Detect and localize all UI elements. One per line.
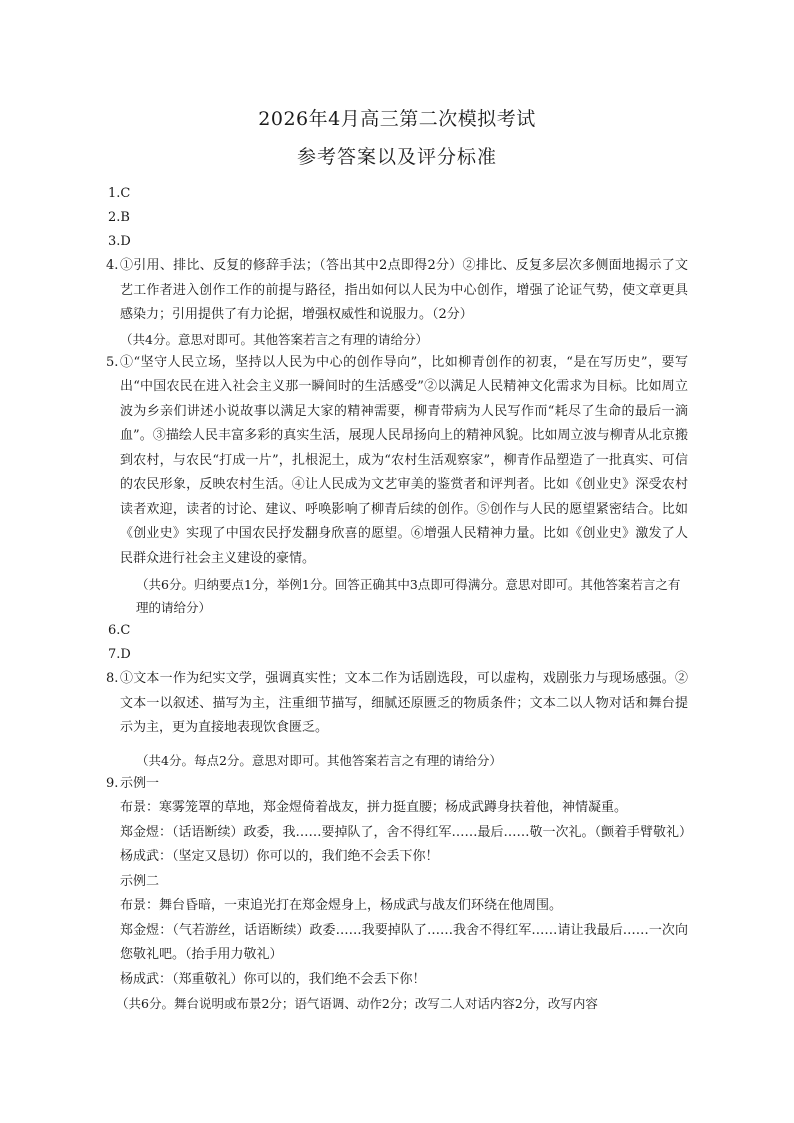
answer-3: 3.D bbox=[108, 234, 131, 249]
question-9-scoring-note: （共6分。舞台说明或布景2分；语气语调、动作2分；改写二人对话内容2分，改写内容 bbox=[116, 996, 598, 1011]
answer-key-body bbox=[106, 182, 693, 1015]
example-2-label: 示例二 bbox=[120, 873, 160, 889]
question-8-scoring-note: （共4分。每点2分。意思对即可。其他答案若言之有理的请给分） bbox=[136, 752, 502, 768]
question-8 bbox=[108, 667, 688, 741]
question-5-number: 5. bbox=[106, 354, 119, 370]
question-9-number: 9. bbox=[106, 775, 119, 791]
page-title: 2026年4月高三第二次模拟考试 bbox=[258, 108, 536, 130]
question-4-scoring-note: （共4分。意思对即可。其他答案若言之有理的请给分） bbox=[120, 331, 428, 347]
question-5-scoring-note: （共6分。归纳要点1分，举例1分。回答正确其中3点即可得满分。意思对即可。其他答案若言之有理的请给分） bbox=[136, 577, 681, 615]
page-subtitle: 参考答案以及评分标准 bbox=[296, 146, 497, 168]
example-1-zheng-line: 郑金煜：（话语断续）政委，我……要掉队了，舍不得红军……最后……敬一次礼。（颤着手臂敬礼） bbox=[120, 824, 693, 840]
question-8-number: 8. bbox=[106, 671, 119, 686]
answer-2: 2.B bbox=[108, 210, 130, 225]
answer-1: 1.C bbox=[108, 186, 131, 201]
question-8-answer: ①文本一作为纪实文学，强调真实性；文本二作为话剧选段，可以虚构，戏剧张力与现场感强。②文本一以叙述、描写为主，注重细节描写，细腻还原匮乏的物质条件；文本二以人物对话和舞台提示为主，更为直接地表现饮食匮乏。 bbox=[120, 671, 688, 735]
question-5 bbox=[108, 351, 688, 572]
answer-6: 6.C bbox=[108, 623, 131, 638]
example-1-label: 示例一 bbox=[120, 775, 160, 791]
example-2-yang-line: 杨成武：（郑重敬礼）你可以的，我们绝不会丢下你！ bbox=[120, 971, 426, 987]
example-1-scene: 布景：寒雾笼罩的草地，郑金煜倚着战友，拼力挺直腰；杨成武蹲身扶着他，神情凝重。 bbox=[120, 800, 628, 815]
answer-7: 7.D bbox=[108, 647, 131, 662]
question-4-answer: ①引用、排比、反复的修辞手法；（答出其中2点即得2分）②排比、反复多层次多侧面地揭示了文艺工作者进入创作工作的前提与路径，指出如何以人民为中心创作，增强了论证气势，使文章更具感染力；引用提供了有力论据，增强权威性和说服力。（2分） bbox=[120, 258, 688, 322]
question-9-answer bbox=[120, 772, 693, 993]
question-4-number: 4. bbox=[106, 258, 119, 273]
question-5-answer: ①“坚守人民立场，坚持以人民为中心的创作导向”，比如柳青创作的初衷，“是在写历史”，要写出“中国农民在进入社会主义那一瞬间时的生活感受”②以满足人民精神文化需求为目标。比如周立波为乡亲们讲述小说故事以满足大家的精神需要，柳青带病为人民写作而“耗尽了生命的最后一滴血”。③描绘人民丰富多彩的真实生活，展现人民昂扬向上的精神风貌。比如周立波与柳青从北京搬到农村，与农民“打成一片”，扎根泥土，成为“农村生活观察家”，柳青作品塑造了一批真实、可信的农民形象，反映农村生活。④让人民成为文艺审美的鉴赏者和评判者。比如《创业史》深受农村读者欢迎，读者的讨论、建议、呼唤影响了柳青后续的创作。⑤创作与人民的愿望紧密结合。比如《创业史》实现了中国农民抒发翻身欣喜的愿望。⑥增强人民精神力量。比如《创业史》激发了人民群众进行社会主义建设的豪情。 bbox=[120, 354, 688, 566]
example-1-yang-line: 杨成武：（坚定又恳切）你可以的，我们绝不会丢下你！ bbox=[120, 849, 439, 864]
question-4 bbox=[108, 254, 688, 328]
example-2-zheng-line: 郑金煜：（气若游丝，话语断续）政委……我要掉队了……我舍不得红军……请让我最后……一次向您敬礼吧。（抬手用力敬礼） bbox=[120, 922, 688, 962]
question-9 bbox=[106, 772, 693, 993]
example-2-scene: 布景：舞台昏暗，一束追光打在郑金煜身上，杨成武与战友们环绕在他周围。 bbox=[120, 898, 563, 913]
